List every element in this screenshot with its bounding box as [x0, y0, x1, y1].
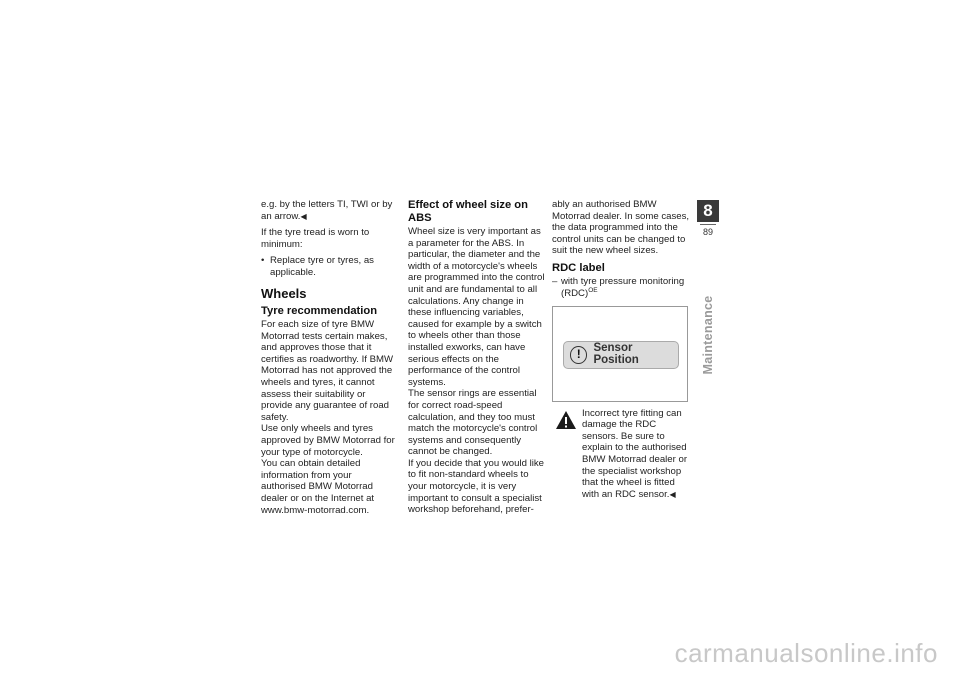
abs-text-1: Wheel size is very important as a parameter for the ABS. In particular, the diameter and the width of a motorcycle's wheels are programmed into the control unit and are fundamental to all calculations. Any change in these influencing variables, caused for example by a switch to wheels other than those installed exworks, can have serious effects on the performance of the control systems. [408, 226, 545, 388]
warning-text: Incorrect tyre fitting can damage the RDC sensors. Be sure to explain to the authorised BMW Motorrad dealer or the specialist workshop that the wheel is fitted with an RDC sensor.◀ [582, 407, 688, 500]
warning-triangle-icon [555, 410, 577, 430]
end-mark-icon: ◀ [300, 211, 307, 221]
rdc-heading: RDC label [552, 261, 605, 274]
bullet-item: • Replace tyre or tyres, as applicable. [261, 255, 399, 278]
page-number: 89 [702, 227, 713, 237]
column-2 [408, 199, 546, 516]
oe-superscript: OE [588, 286, 598, 294]
abs-text-2: The sensor rings are essential for correct road-speed calculation, and they too must match the motorcycle's control systems and consequently cannot be changed. [408, 388, 538, 458]
intro-paragraph: e.g. by the letters TI, TWI or by an arrow.◀ [261, 199, 393, 222]
tyre-text-1: For each size of tyre BMW Motorrad tests certain makes, and approves those that it certifies as roadworthy. If BMW Motorrad has not approved the wheels and tyres, it cannot assess their suitability or provide any guarantee of road safety. [261, 319, 394, 423]
sensor-position-text: Sensor Position [593, 342, 639, 366]
tab-divider [700, 224, 716, 225]
exclamation-icon: ! [570, 346, 587, 364]
continuation-paragraph: ably an authorised BMW Motorrad dealer. In some cases, the data programmed into the control units can be changed to suit the new wheel sizes. [552, 199, 690, 257]
warning-block [552, 408, 692, 501]
rdc-item: – with tyre pressure monitoring (RDC)$^{OE}$ [552, 276, 692, 299]
section-title: Maintenance [701, 295, 715, 375]
bullet-list [261, 255, 399, 278]
sensor-position-sticker [563, 341, 679, 369]
rdc-list [552, 276, 692, 299]
tyre-text-3: You can obtain detailed information from your authorised BMW Motorrad dealer or on the Internet at www.bmw-motorrad.com. [261, 458, 375, 516]
end-mark-icon: ◀ [669, 489, 676, 499]
tyre-text-2: Use only wheels and tyres approved by BMW Motorrad for your type of motorcycle. [261, 423, 395, 458]
column-1 [261, 199, 399, 516]
abs-heading: Effect of wheel size on ABS [408, 199, 528, 224]
chapter-number-badge: 8 [697, 200, 719, 222]
column-3 [552, 199, 692, 500]
watermark: carmanualsonline.info [674, 638, 938, 668]
tyre-recommendation-heading: Tyre recommendation [261, 304, 378, 317]
rdc-label-figure [552, 306, 688, 402]
worn-paragraph: If the tyre tread is worn to minimum: [261, 227, 370, 250]
wheels-heading: Wheels [261, 285, 307, 301]
abs-text-3: If you decide that you would like to fit non-standard wheels to your motorcycle, it is very important to consult a specialist workshop beforehand, prefer- [408, 457, 544, 516]
